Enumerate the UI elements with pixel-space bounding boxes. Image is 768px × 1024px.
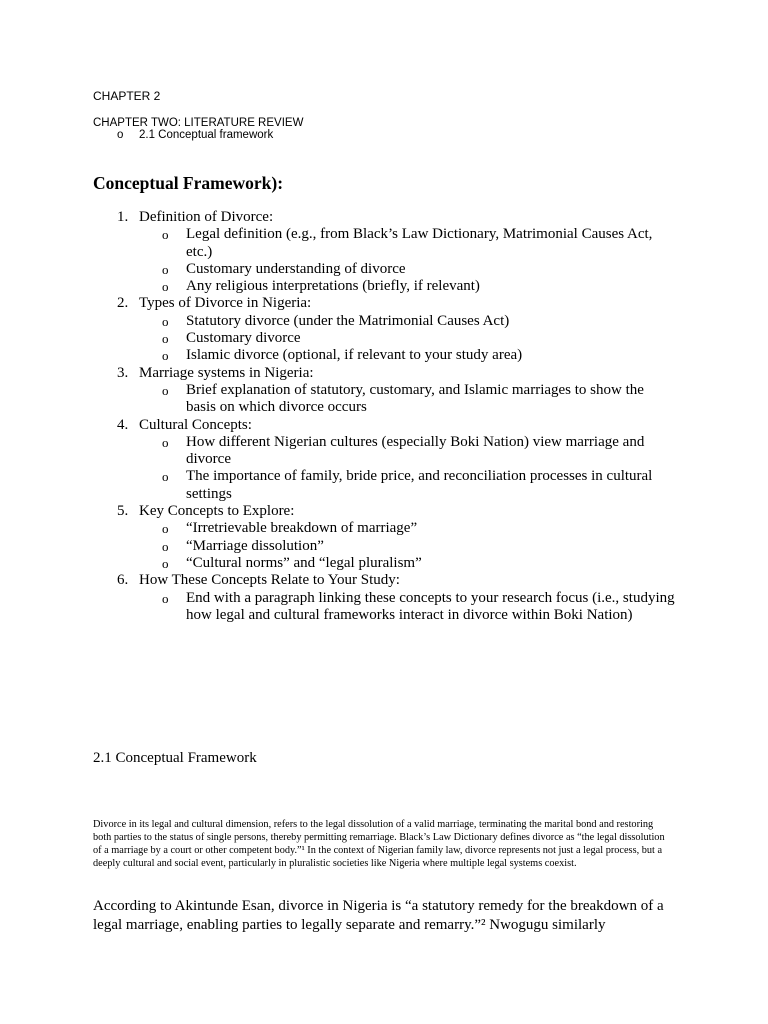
outline-item [0,572,768,624]
outline-item [0,503,768,572]
bullet-icon: o [162,313,169,329]
outline-item [0,365,768,417]
outline-subitem-text: “Irretrievable breakdown of marriage” [186,520,418,537]
toc-entry [117,129,273,141]
outline-item [0,209,768,295]
outline-subitem [0,330,768,347]
chapter-title: CHAPTER TWO: LITERATURE REVIEW [93,117,304,129]
outline-subitem [0,278,768,295]
outline-item-number: 1. [117,209,129,225]
outline-item [0,417,768,503]
outline-item-number: 2. [117,295,129,312]
outline-list [0,209,768,624]
outline-item-number: 3. [117,364,129,381]
outline-subitem [0,538,768,555]
outline-subitem [0,226,768,261]
outline-subitem [0,520,768,537]
outline-item-label: Cultural Concepts: [139,416,252,433]
outline-subitem [0,555,768,572]
bullet-icon: o [162,555,169,571]
outline-subitem-text: “Marriage dissolution” [186,537,324,554]
outline-subitem-text: The importance of family, bride price, and reconciliation processes in cultural settings [186,468,653,502]
bullet-icon: o [162,590,169,606]
outline-subitem-text: Customary divorce [186,330,301,347]
outline-subitem-text: Customary understanding of divorce [186,260,406,277]
outline-subitem [0,261,768,278]
bullet-icon: o [162,348,169,364]
outline-item [0,295,768,364]
outline-item-label: Definition of Divorce: [139,209,274,225]
outline-subitem-text: End with a paragraph linking these concepts to your research focus (i.e., studying how legal and cultural frameworks interact in divorce within Boki Nation) [186,589,675,623]
section-heading-bold: Conceptual Framework): [93,173,284,193]
outline-subitem [0,434,768,469]
bullet-icon: o [162,279,169,295]
subsection-heading: 2.1 Conceptual Framework [93,750,257,766]
outline-subitem-text: Brief explanation of statutory, customary, and Islamic marriages to show the basis on which divorce occurs [186,381,644,416]
outline-item-number: 4. [117,416,129,433]
bullet-icon: o [162,331,169,347]
bullet-icon: o [162,434,169,450]
bullet-icon: o [162,261,169,277]
small-paragraph: Divorce in its legal and cultural dimension, refers to the legal dissolution of a valid marriage, terminating the marital bond and restoring both parties to the status of single persons, thereby permitting remarriage. Black’s Law Dictionary defines divorce as “the legal dissolution of a marriage by a court or other competent body.”¹ In the context of Nigerian family law, divorce represents not just a legal process, but a deeply cultural and social event, particularly in pluralistic societies like Nigeria where multiple legal systems coexist. [93,819,665,869]
outline-subitem-text: Legal definition (e.g., from Black’s Law Dictionary, Matrimonial Causes Act, etc.) [186,226,653,260]
outline-item-number: 6. [117,572,129,589]
outline-subitem-text: How different Nigerian cultures (especially Boki Nation) view marriage and divorce [186,433,645,468]
outline-item-number: 5. [117,503,129,520]
outline-item-label: How These Concepts Relate to Your Study: [139,572,400,589]
outline-subitem-text: “Cultural norms” and “legal pluralism” [186,554,422,571]
outline-subitem [0,468,768,503]
outline-subitem-text: Islamic divorce (optional, if relevant to your study area) [186,347,523,364]
bullet-icon: o [162,538,169,554]
bullet-icon: o [162,469,169,485]
toc-bullet: o [117,129,124,141]
chapter-label: CHAPTER 2 [93,89,161,103]
outline-subitem-text: Statutory divorce (under the Matrimonial Causes Act) [186,312,510,329]
bullet-icon: o [162,382,169,398]
body-paragraph: According to Akintunde Esan, divorce in Nigeria is “a statutory remedy for the breakdown of a legal marriage, enabling parties to legally separate and remarry.”² Nwogugu similarly [93,898,664,933]
bullet-icon: o [162,227,169,243]
outline-item-label: Marriage systems in Nigeria: [139,364,314,381]
outline-subitem [0,382,768,417]
outline-subitem [0,347,768,364]
outline-subitem-text: Any religious interpretations (briefly, if relevant) [186,278,480,295]
outline-item-label: Types of Divorce in Nigeria: [139,295,312,312]
outline-subitem [0,590,768,625]
bullet-icon: o [162,521,169,537]
outline-item-label: Key Concepts to Explore: [139,503,295,520]
toc-entry-label: 2.1 Conceptual framework [139,129,274,141]
outline-subitem [0,313,768,330]
